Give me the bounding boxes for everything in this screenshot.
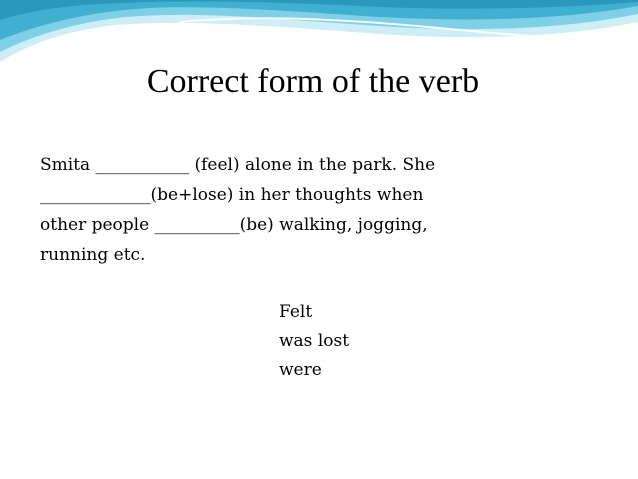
exercise-line: Smita ___________ (feel) alone in the park. She — [40, 155, 436, 175]
answer-item: Felt — [279, 302, 313, 322]
answer-list — [279, 298, 349, 385]
exercise-text — [40, 150, 610, 270]
exercise-line: running etc. — [40, 245, 146, 265]
answer-item: were — [279, 360, 322, 380]
slide-title: Correct form of the verb — [146, 63, 480, 100]
exercise-line: _____________(be+lose) in her thoughts when — [40, 185, 424, 205]
exercise-line: other people __________(be) walking, jogging, — [40, 215, 428, 235]
answer-item: was lost — [279, 331, 350, 351]
